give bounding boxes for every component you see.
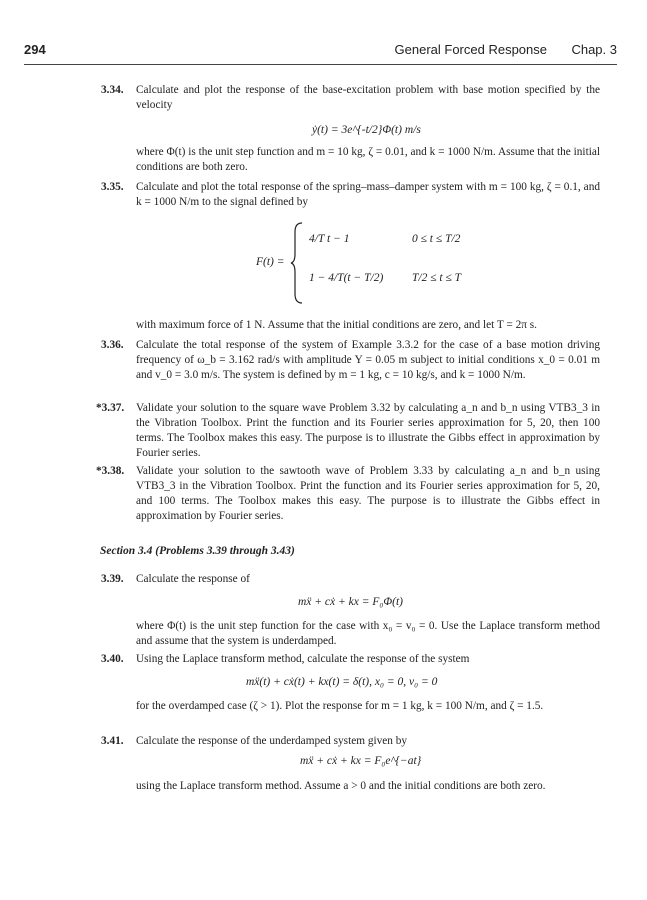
page-header <box>24 42 617 60</box>
equation: ẏ(t) = 3e^{-t/2}Φ(t) m/s <box>312 124 421 136</box>
problem-text: Calculate the response of the underdamped system given by <box>136 735 408 747</box>
problem-text: Calculate and plot the response of the base-excitation problem with base motion specified by the velocity <box>136 84 600 111</box>
problem-text: Validate your solution to the square wave Problem 3.32 by calculating a_n and b_n using VTB3_3 in the Vibration Toolbox. Print the function and its Fourier series approximation for 5, 20, then 100 terms. The Toolbox makes this easy. The purpose is to illustrate the Gibbs effect in approximation by Fourier series. <box>136 402 600 459</box>
section-heading: Section 3.4 (Problems 3.39 through 3.43) <box>100 545 295 557</box>
piecewise-case-2-condition: T/2 ≤ t ≤ T <box>412 272 462 284</box>
left-brace-icon <box>290 222 304 304</box>
running-title: General Forced Response <box>394 42 547 57</box>
page-number: 294 <box>24 42 46 57</box>
equation: mẍ + cẋ + kx = F₀e^{−at} <box>300 755 422 767</box>
problem-text: Using the Laplace transform method, calculate the response of the system <box>136 653 470 665</box>
problem-number: *3.37. <box>96 402 125 414</box>
problem-text: where Φ(t) is the unit step function and m = 10 kg, ζ = 0.01, and k = 1000 N/m. Assume that the initial conditions are both zero. <box>136 146 600 173</box>
chapter-label: Chap. 3 <box>571 42 617 57</box>
piecewise-lhs: F(t) = <box>256 256 285 268</box>
problem-number: *3.38. <box>96 465 125 477</box>
equation: mẍ + cẋ + kx = F₀Φ(t) <box>298 596 403 608</box>
problem-number: 3.40. <box>101 653 124 665</box>
problem-number: 3.36. <box>101 339 124 351</box>
problem-text: where Φ(t) is the unit step function for the case with x₀ = v₀ = 0. Use the Laplace transform method and assume that the system is underdamped. <box>136 620 600 647</box>
problem-text: Calculate and plot the total response of the spring–mass–damper system with m = 100 kg, ζ = 0.1, and k = 1000 N/m to the signal defined by <box>136 181 600 208</box>
problem-number: 3.35. <box>101 181 124 193</box>
header-rule <box>24 64 617 65</box>
piecewise-case-1-expr: 4/T t − 1 <box>309 233 350 245</box>
problem-text: Validate your solution to the sawtooth wave of Problem 3.33 by calculating a_n and b_n using VTB3_3 in the Vibration Toolbox. Print the function and its Fourier series approximation for 5, 20, and 100 terms. The Toolbox makes this easy. The purpose is to illustrate the Gibbs effect in approximation by Fourier series. <box>136 465 600 522</box>
piecewise-case-1-condition: 0 ≤ t ≤ T/2 <box>412 233 461 245</box>
problem-text: with maximum force of 1 N. Assume that the initial conditions are zero, and let T = 2π s. <box>136 319 538 331</box>
problem-number: 3.41. <box>101 735 124 747</box>
problem-text: Calculate the total response of the system of Example 3.3.2 for the case of a base motion driving frequency of ω_b = 3.162 rad/s with amplitude Y = 0.05 m subject to initial conditions x_0 = 0.01 m and v_0 = 3.0 m/s. The system is defined by m = 1 kg, c = 10 kg/s, and k = 1000 N/m. <box>136 339 600 381</box>
piecewise-case-2-expr: 1 − 4/T(t − T/2) <box>309 272 384 284</box>
problem-text: Calculate the response of <box>136 573 250 585</box>
problem-text: for the overdamped case (ζ > 1). Plot the response for m = 1 kg, k = 100 N/m, and ζ = 1.5. <box>136 700 544 712</box>
problem-text: using the Laplace transform method. Assume a > 0 and the initial conditions are both zero. <box>136 780 546 792</box>
problem-number: 3.34. <box>101 84 124 96</box>
equation: mẍ(t) + cẋ(t) + kx(t) = δ(t), x₀ = 0, v₀ = 0 <box>246 676 438 688</box>
problem-number: 3.39. <box>101 573 124 585</box>
